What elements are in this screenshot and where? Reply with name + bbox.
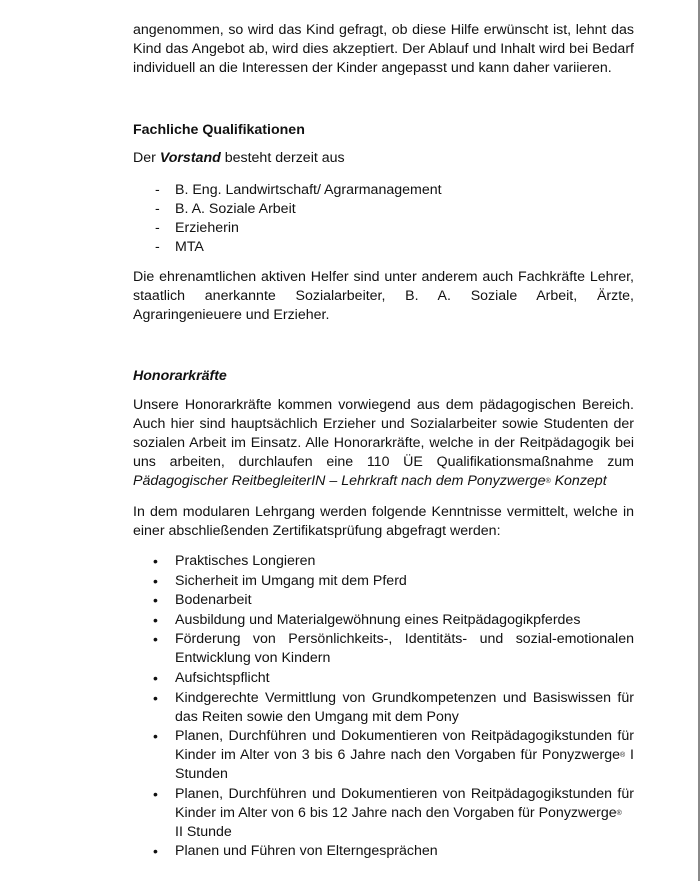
list-item-text: Planen, Durchführen und Dokumentieren von Reitpädagogikstunden für [175, 728, 634, 745]
bullet-marker: • [153, 572, 158, 589]
intro-line: Kind das Angebot ab, wird dies akzeptiert. Der Ablauf und Inhalt wird bei Bedarf [133, 41, 634, 57]
bullet-marker: • [153, 785, 158, 802]
list-item-text: II Stunde [175, 823, 232, 840]
list-item-text: Praktisches Longieren [175, 553, 316, 569]
volunteers-line: Agraringenieuere und Erzieher. [133, 307, 330, 323]
honorary-paragraph [133, 396, 634, 491]
board-word: Vorstand [159, 150, 221, 166]
bullet-marker: • [153, 553, 158, 569]
honorary-line: Unsere Honorarkräfte kommen vorwiegend aus dem pädagogischen Bereich. [133, 397, 634, 413]
list-item [133, 181, 634, 200]
dash-marker: - [155, 201, 160, 217]
board-intro [133, 149, 634, 168]
list-item-text: Ausbildung und Materialgewöhnung eines Reitpädagogikpferdes [175, 611, 581, 628]
list-item-text: Aufsichtspflicht [175, 669, 270, 686]
honorary-line: sozialen Arbeit im Einsatz. Alle Honorarkräfte, welche in der Reitpädagogik bei [133, 435, 634, 451]
bullet-marker: • [153, 669, 158, 686]
list-item-text-part: Kinder im Alter von 3 bis 6 Jahre nach den Vorgaben für Ponyzwerge [175, 747, 620, 764]
list-item [133, 552, 634, 571]
list-item [133, 572, 634, 591]
list-item-text: B. Eng. Landwirtschaft/ Agrarmanagement [175, 182, 442, 198]
list-item-text [175, 746, 634, 765]
qualifications-heading: Fachliche Qualifikationen [133, 122, 305, 138]
bullet-marker: • [153, 689, 158, 706]
intro-line: angenommen, so wird das Kind gefragt, ob diese Hilfe erwünscht ist, lehnt das [133, 22, 634, 38]
list-item-text: Kindgerechte Vermittlung von Grundkompetenzen und Basiswissen für [175, 689, 634, 706]
dash-marker: - [155, 182, 160, 198]
list-item-text: Erzieherin [175, 220, 239, 236]
list-item-text: das Reiten sowie den Umgang mit dem Pony [175, 708, 459, 725]
board-prefix: Der [133, 150, 160, 166]
board-suffix: besteht derzeit aus [220, 150, 345, 166]
module-line: In dem modularen Lehrgang werden folgende Kenntnisse vermittelt, welche in [133, 504, 634, 520]
course-title-end: Konzept [550, 473, 607, 489]
list-item [133, 842, 634, 861]
list-item-text: B. A. Soziale Arbeit [175, 201, 296, 217]
intro-paragraph [133, 21, 634, 78]
list-item-text [175, 804, 634, 823]
dash-marker: - [155, 239, 160, 255]
volunteers-line: Die ehrenamtlichen aktiven Helfer sind unter anderem auch Fachkräfte Lehrer, [133, 269, 634, 285]
list-item [133, 591, 634, 610]
list-item-text: Stunden [175, 766, 228, 783]
dash-marker: - [155, 220, 160, 236]
list-item-text: Entwicklung von Kindern [175, 650, 331, 667]
bullet-marker: • [153, 728, 158, 745]
list-item-text: Sicherheit im Umgang mit dem Pferd [175, 572, 407, 589]
module-paragraph [133, 503, 634, 541]
document-page [133, 21, 634, 862]
bullet-marker: • [153, 592, 158, 609]
list-item-text: Förderung von Persönlichkeits-, Identitäts- und sozial-emotionalen [175, 631, 634, 648]
bullet-marker: • [153, 611, 158, 628]
list-item [133, 238, 634, 257]
list-item-text: Planen, Durchführen und Dokumentieren von Reitpädagogikstunden für [175, 785, 634, 802]
registered-mark: ® [620, 752, 626, 760]
list-item-text-part: Kinder im Alter von 6 bis 12 Jahre nach den Vorgaben für Ponyzwerge [175, 804, 617, 821]
board-list [133, 181, 634, 257]
skills-list [133, 552, 634, 861]
list-item [133, 630, 634, 668]
bullet-marker: • [153, 843, 158, 860]
honorary-line: Auch hier sind hauptsächlich Erzieher und Sozialarbeiter sowie Studenten der [133, 416, 634, 432]
list-item [133, 785, 634, 842]
list-item [133, 611, 634, 630]
list-item [133, 727, 634, 784]
module-line: einer abschließenden Zertifikatsprüfung abgefragt werden: [133, 523, 501, 539]
list-item [133, 219, 634, 238]
registered-mark: ® [616, 809, 622, 817]
list-item-text-part: I [625, 747, 634, 764]
course-title: Pädagogischer ReitbegleiterIN – Lehrkraft nach dem Ponyzwerge [133, 473, 546, 489]
list-item [133, 669, 634, 688]
list-item [133, 200, 634, 219]
list-item-text: Planen und Führen von Elterngesprächen [175, 843, 438, 860]
list-item-text: Bodenarbeit [175, 592, 252, 609]
honorary-heading: Honorarkräfte [133, 368, 227, 384]
honorary-line: uns arbeiten, durchlaufen eine 110 ÜE Qualifikationsmaßnahme zum [133, 454, 634, 470]
bullet-marker: • [153, 631, 158, 648]
registered-mark: ® [545, 478, 551, 485]
list-item-text: MTA [175, 239, 204, 255]
list-item [133, 689, 634, 727]
intro-line: individuell an die Interessen der Kinder angepasst und kann daher variieren. [133, 60, 612, 76]
volunteers-paragraph [133, 268, 634, 325]
volunteers-line: staatlich anerkannte Sozialarbeiter, B. A. Soziale Arbeit, Ärzte, [133, 288, 634, 304]
honorary-line-italic [133, 472, 634, 491]
